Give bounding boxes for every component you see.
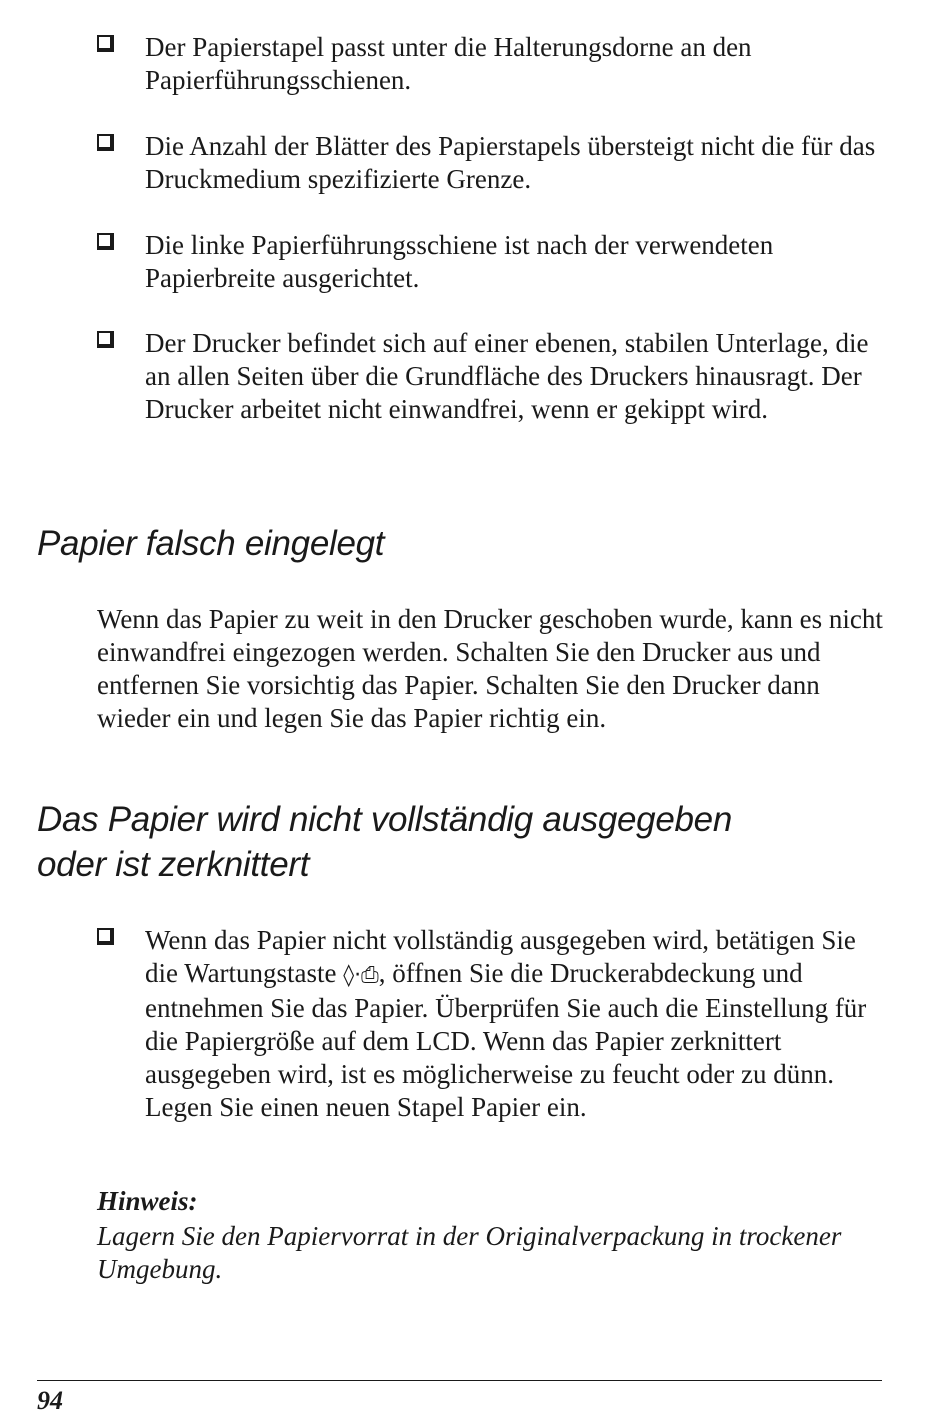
list-item-text-part-2: , öffnen Sie die Druckerabdeckung und entnehmen Sie das Papier. Überprüfen Sie auch die Einstellung für die Papiergröße auf dem LCD. Wenn das Papier zerknittert ausgegeben wird, ist es möglicherweise zu feucht oder zu dünn. Legen Sie einen neuen Stapel Papier ein. [145,958,867,1122]
maintenance-button-icon: ◊·⎙ [343,963,379,988]
list-item-text-part-1: Wenn das Papier nicht vollständig ausgegeben wird, betätigen Sie die Wartungstaste [145,925,856,988]
note-label: Hinweis: [97,1186,198,1216]
section-heading-line-2: oder ist zerknittert [37,845,310,884]
list-item-text: Die linke Papierführungsschiene ist nach der verwendeten Papierbreite ausgerichtet. [145,230,774,293]
page-number: 94 [37,1386,63,1415]
note-text: Lagern Sie den Papiervorrat in der Originalverpackung in trockener Umgebung. [97,1221,842,1284]
checkbox-bullet-icon [97,134,114,151]
footer-divider [37,1380,882,1381]
checkbox-bullet-icon [97,928,114,945]
checkbox-bullet-icon [97,233,114,250]
section-heading: Papier falsch eingelegt [37,524,385,563]
list-item-text: Der Drucker befindet sich auf einer ebenen, stabilen Unterlage, die an allen Seiten über die Grundfläche des Druckers hinausragt. Der Drucker arbeitet nicht einwandfrei, wenn er gekippt wird. [145,328,869,424]
list-item-text: Der Papierstapel passt unter die Halterungsdorne an den Papierführungsschienen. [145,32,752,95]
list-item-text: Die Anzahl der Blätter des Papierstapels übersteigt nicht die für das Druckmedium spezifizierte Grenze. [145,131,876,194]
section-paragraph: Wenn das Papier zu weit in den Drucker geschoben wurde, kann es nicht einwandfrei eingezogen werden. Schalten Sie den Drucker aus und entfernen Sie vorsichtig das Papier. Schalten Sie den Drucker dann wieder ein und legen Sie das Papier richtig ein. [97,604,883,733]
checkbox-bullet-icon [97,331,114,348]
section-heading-line-1: Das Papier wird nicht vollständig ausgegeben [37,800,733,839]
checkbox-bullet-icon [97,35,114,52]
list-item-text [145,924,885,1124]
